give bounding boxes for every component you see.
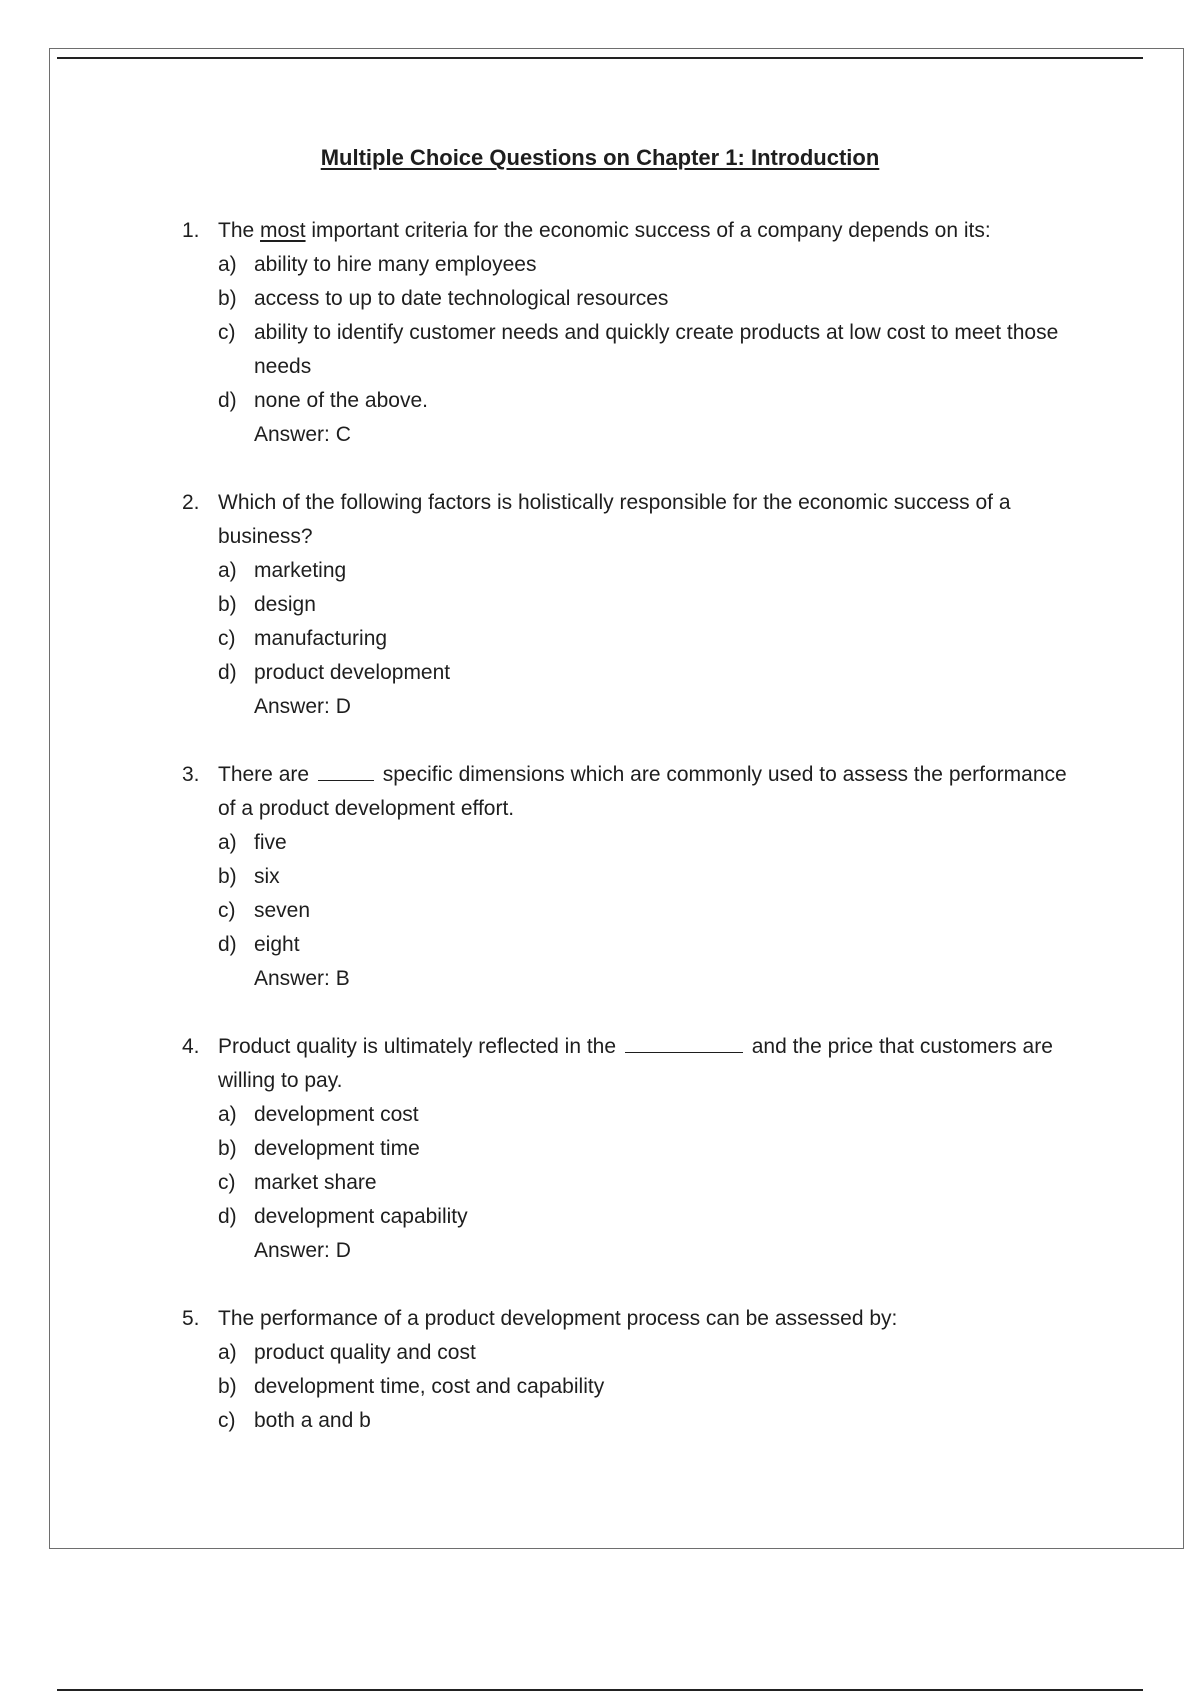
option-text: manufacturing	[254, 627, 388, 650]
option-text: five	[254, 831, 287, 854]
option-text: design	[254, 593, 316, 616]
option-letter: b)	[218, 1137, 237, 1160]
document-title: Multiple Choice Questions on Chapter 1: Introduction	[320, 145, 880, 170]
option-list	[182, 826, 1082, 962]
question-number: 1.	[182, 219, 200, 242]
option-text: seven	[254, 899, 311, 922]
option-item	[182, 554, 1082, 588]
option-text: ability to hire many employees	[254, 253, 537, 276]
option-text: product development	[254, 661, 451, 684]
option-letter: c)	[218, 627, 236, 650]
option-text: development cost	[254, 1103, 419, 1126]
option-item	[182, 384, 1082, 418]
option-list	[182, 248, 1082, 418]
option-letter: a)	[218, 1341, 237, 1364]
question-stem	[182, 758, 1082, 826]
option-letter: b)	[218, 287, 237, 310]
question-1	[182, 214, 1082, 452]
question-number: 5.	[182, 1307, 200, 1330]
option-text: ability to identify customer needs and quickly create products at low cost to meet those needs	[254, 321, 1059, 378]
option-text: development capability	[254, 1205, 468, 1228]
question-text: There are specific dimensions which are commonly used to assess the performance of a product development effort.	[218, 763, 1067, 820]
question-text: The most important criteria for the economic success of a company depends on its:	[218, 219, 991, 242]
option-text: marketing	[254, 559, 347, 582]
question-text: The performance of a product development process can be assessed by:	[218, 1307, 898, 1330]
option-item	[182, 588, 1082, 622]
option-letter: b)	[218, 593, 237, 616]
question-number: 2.	[182, 491, 200, 514]
option-text: market share	[254, 1171, 377, 1194]
question-2	[182, 486, 1082, 724]
option-item	[182, 1132, 1082, 1166]
question-5	[182, 1302, 1082, 1438]
option-list	[182, 1336, 1082, 1438]
question-number: 4.	[182, 1035, 200, 1058]
question-text: Product quality is ultimately reflected in the and the price that customers are willing to pay.	[218, 1035, 1053, 1092]
option-item	[182, 1098, 1082, 1132]
fill-in-blank	[318, 758, 374, 781]
answer-key: Answer: C	[254, 423, 351, 446]
option-item	[182, 622, 1082, 656]
option-item	[182, 316, 1082, 384]
question-4	[182, 1030, 1082, 1268]
option-letter: a)	[218, 253, 237, 276]
option-item	[182, 826, 1082, 860]
option-text: none of the above.	[254, 389, 428, 412]
option-letter: d)	[218, 389, 237, 412]
option-letter: a)	[218, 831, 237, 854]
option-text: access to up to date technological resources	[254, 287, 669, 310]
question-stem	[182, 1302, 1082, 1336]
option-letter: d)	[218, 661, 237, 684]
option-text: product quality and cost	[254, 1341, 476, 1364]
option-item	[182, 894, 1082, 928]
option-item	[182, 1404, 1082, 1438]
question-stem	[182, 1030, 1082, 1098]
option-letter: c)	[218, 1171, 236, 1194]
option-text: six	[254, 865, 280, 888]
emphasis-underline: most	[260, 219, 306, 242]
option-item	[182, 1336, 1082, 1370]
option-letter: c)	[218, 321, 236, 344]
question-stem	[182, 486, 1082, 554]
option-item	[182, 1370, 1082, 1404]
option-item	[182, 1166, 1082, 1200]
question-number: 3.	[182, 763, 200, 786]
fill-in-blank	[625, 1030, 743, 1053]
answer-key: Answer: B	[254, 967, 350, 990]
option-text: eight	[254, 933, 300, 956]
question-text: Which of the following factors is holistically responsible for the economic success of a business?	[218, 491, 1011, 548]
question-3	[182, 758, 1082, 996]
option-letter: d)	[218, 933, 237, 956]
option-list	[182, 554, 1082, 690]
header-rule	[57, 57, 1143, 59]
question-stem	[182, 214, 1082, 248]
option-letter: d)	[218, 1205, 237, 1228]
option-text: both a and b	[254, 1409, 371, 1432]
option-list	[182, 1098, 1082, 1234]
option-letter: a)	[218, 1103, 237, 1126]
answer-key: Answer: D	[254, 695, 351, 718]
answer-key: Answer: D	[254, 1239, 351, 1262]
question-list	[182, 214, 1082, 1472]
option-item	[182, 282, 1082, 316]
option-letter: a)	[218, 559, 237, 582]
option-text: development time, cost and capability	[254, 1375, 605, 1398]
option-letter: c)	[218, 899, 236, 922]
option-letter: c)	[218, 1409, 236, 1432]
option-item	[182, 656, 1082, 690]
option-item	[182, 928, 1082, 962]
option-letter: b)	[218, 865, 237, 888]
option-text: development time	[254, 1137, 420, 1160]
option-item	[182, 1200, 1082, 1234]
option-item	[182, 248, 1082, 282]
option-item	[182, 860, 1082, 894]
footer-rule	[57, 1689, 1143, 1691]
option-letter: b)	[218, 1375, 237, 1398]
